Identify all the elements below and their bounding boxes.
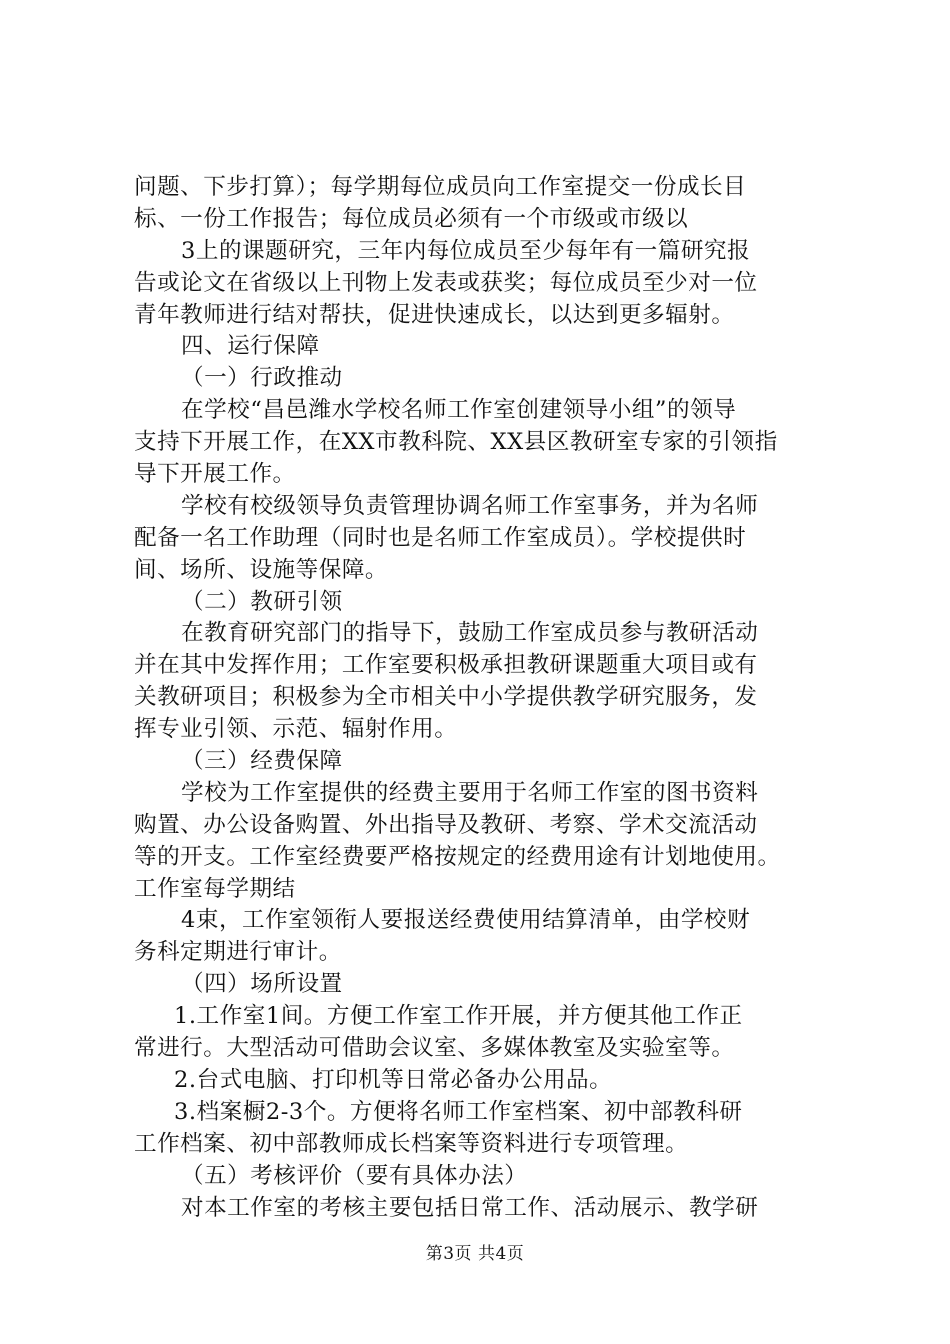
text-line: 挥专业引领、示范、辐射作用。 (134, 716, 458, 743)
subsection-heading: （三）经费保障 (181, 748, 343, 775)
text-line: 间、场所、设施等保障。 (134, 556, 389, 583)
subsection-heading: （一）行政推动 (181, 365, 343, 392)
text-line: 等的开支。工作室经费要严格按规定的经费用途有计划地使用。 (134, 843, 781, 870)
page-number-footer: 第3页 共4页 (425, 1244, 525, 1264)
text-line: 务科定期进行审计。 (134, 939, 342, 966)
text-line: 支持下开展工作，在XX市教科院、XX县区教研室专家的引领指 (134, 429, 778, 456)
text-line: 配备一名工作助理（同时也是名师工作室成员）。学校提供时 (134, 524, 747, 551)
text-line: 常进行。大型活动可借助会议室、多媒体教室及实验室等。 (134, 1035, 735, 1062)
text-line: 青年教师进行结对帮扶，促进快速成长，以达到更多辐射。 (134, 301, 735, 328)
text-line: 在教育研究部门的指导下，鼓励工作室成员参与教研活动 (181, 620, 759, 647)
text-line: 并在其中发挥作用；工作室要积极承担教研课题重大项目或有 (134, 652, 758, 679)
text-line: 3上的课题研究，三年内每位成员至少每年有一篇研究报 (181, 237, 751, 264)
subsection-heading: （二）教研引领 (181, 588, 343, 615)
text-line: 学校为工作室提供的经费主要用于名师工作室的图书资料 (181, 779, 759, 806)
text-line: 1.工作室1间。方便工作室工作开展，并方便其他工作正 (174, 1003, 743, 1030)
document-body (134, 172, 834, 1224)
text-line: 告或论文在省级以上刊物上发表或获奖；每位成员至少对一位 (134, 269, 758, 296)
text-line: 4束，工作室领衔人要报送经费使用结算清单，由学校财 (181, 907, 751, 934)
text-line: 学校有校级领导负责管理协调名师工作室事务，并为名师 (181, 492, 759, 519)
text-line: 对本工作室的考核主要包括日常工作、活动展示、教学研 (181, 1194, 759, 1221)
text-line: 关教研项目；积极参为全市相关中小学提供教学研究服务，发 (134, 684, 758, 711)
text-line: 工作档案、初中部教师成长档案等资料进行专项管理。 (134, 1130, 689, 1157)
text-line: 3.档案橱2-3个。方便将名师工作室档案、初中部教科研 (174, 1098, 743, 1125)
text-line: 工作室每学期结 (134, 875, 296, 902)
section-heading: 四、运行保障 (181, 333, 320, 360)
text-line: 在学校“昌邑潍水学校名师工作室创建领导小组”的领导 (181, 397, 737, 424)
subsection-heading: （五）考核评价（要有具体办法） (181, 1162, 528, 1189)
text-line: 标、一份工作报告；每位成员必须有一个市级或市级以 (134, 205, 689, 232)
text-line: 2.台式电脑、打印机等日常必备办公用品。 (174, 1066, 613, 1093)
text-line: 导下开展工作。 (134, 461, 296, 488)
text-line: 购置、办公设备购置、外出指导及教研、考察、学术交流活动 (134, 811, 758, 838)
text-line: 问题、下步打算）；每学期每位成员向工作室提交一份成长目 (134, 174, 747, 200)
subsection-heading: （四）场所设置 (181, 971, 343, 998)
